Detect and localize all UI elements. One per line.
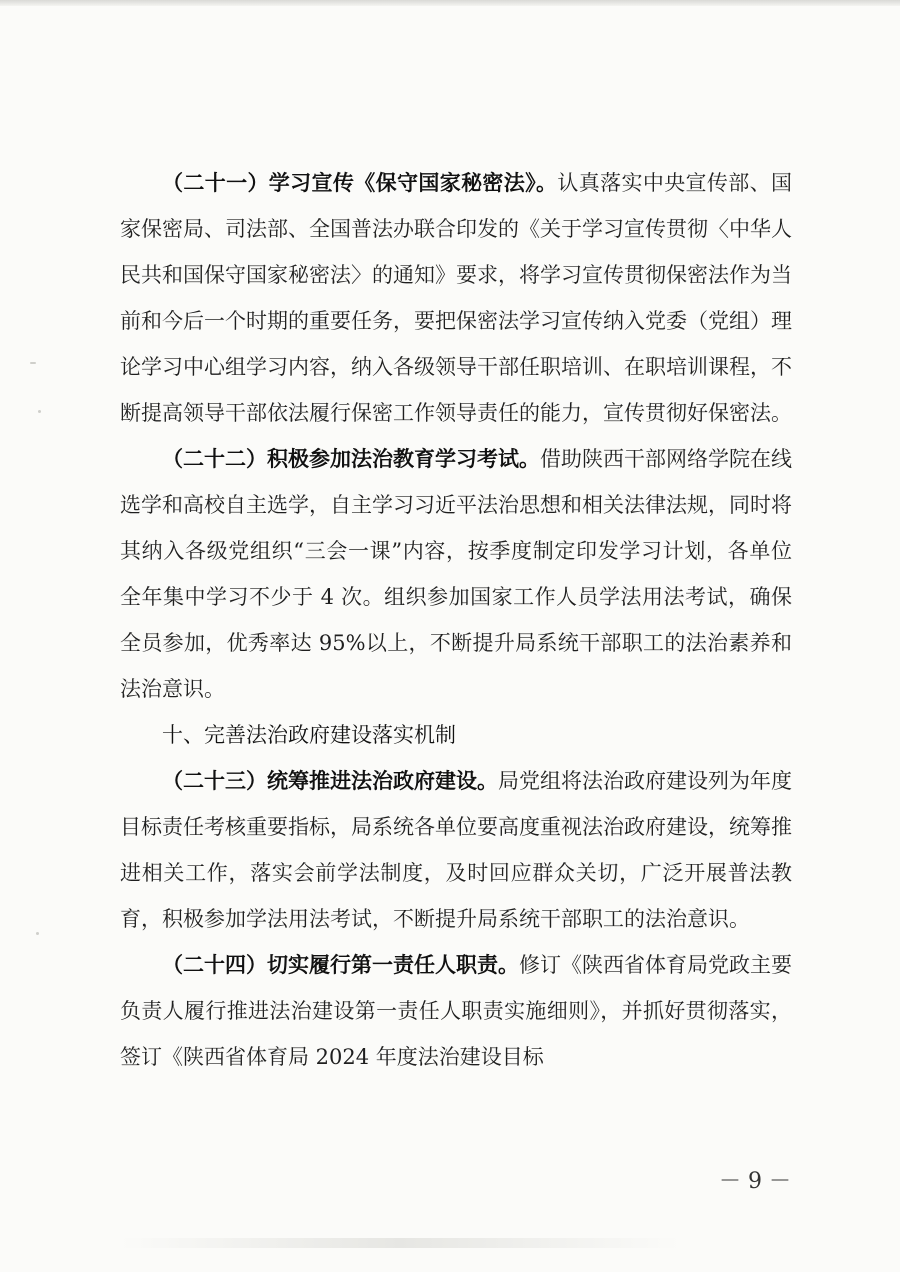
paragraph-22-heading: （二十二）积极参加法治教育学习考试。 xyxy=(162,447,540,471)
paragraph-24-text: 修订《陕西省体育局党政主要负责人履行推进法治建设第一责任人职责实施细则》，并抓好贯彻落实，签订《陕西省体育局 2024 年度法治建设目标 xyxy=(120,953,792,1069)
paragraph-23-text: 局党组将法治政府建设列为年度目标责任考核重要指标，局系统各单位要高度重视法治政府建设，统筹推进相关工作，落实会前学法制度，及时回应群众关切，广泛开展普法教育，积极参加学法用法考试，不断提升局系统干部职工的法治意识。 xyxy=(120,769,792,931)
scan-speck xyxy=(38,410,41,413)
page-number: － 9 － xyxy=(719,1169,791,1194)
paragraph-22-text: 借助陕西干部网络学院在线选学和高校自主选学，自主学习习近平法治思想和相关法律法规，同时将其纳入各级党组织“三会一课”内容，按季度制定印发学习计划，各单位全年集中学习不少于 4 次。组织参加国家工作人员学法用法考试，确保全员参加，优秀率达 95%以上，不断提升局系统干部职工的法治素养和法治意识。 xyxy=(120,447,792,701)
scan-speck xyxy=(30,362,36,364)
paragraph-22 xyxy=(120,436,792,712)
scan-bleed-bottom xyxy=(120,1238,680,1248)
paragraph-23 xyxy=(120,758,792,942)
paragraph-24 xyxy=(120,942,792,1080)
paragraph-21-text: 认真落实中央宣传部、国家保密局、司法部、全国普法办联合印发的《关于学习宣传贯彻〈中华人民共和国保守国家秘密法〉的通知》要求，将学习宣传贯彻保密法作为当前和今后一个时期的重要任务，要把保密法学习宣传纳入党委（党组）理论学习中心组学习内容，纳入各级领导干部任职培训、在职培训课程，不断提高领导干部依法履行保密工作领导责任的能力，宣传贯彻好保密法。 xyxy=(120,171,793,425)
paragraph-21-heading: （二十一）学习宣传《保守国家秘密法》。 xyxy=(162,171,558,195)
paragraph-23-heading: （二十三）统筹推进法治政府建设。 xyxy=(162,769,498,793)
section-heading-10: 十、完善法治政府建设落实机制 xyxy=(162,723,456,747)
paragraph-24-heading: （二十四）切实履行第一责任人职责。 xyxy=(162,953,519,977)
scan-edge-top xyxy=(0,0,900,6)
scan-speck xyxy=(36,932,39,935)
document-body xyxy=(120,160,792,1080)
paragraph-21 xyxy=(120,160,792,436)
